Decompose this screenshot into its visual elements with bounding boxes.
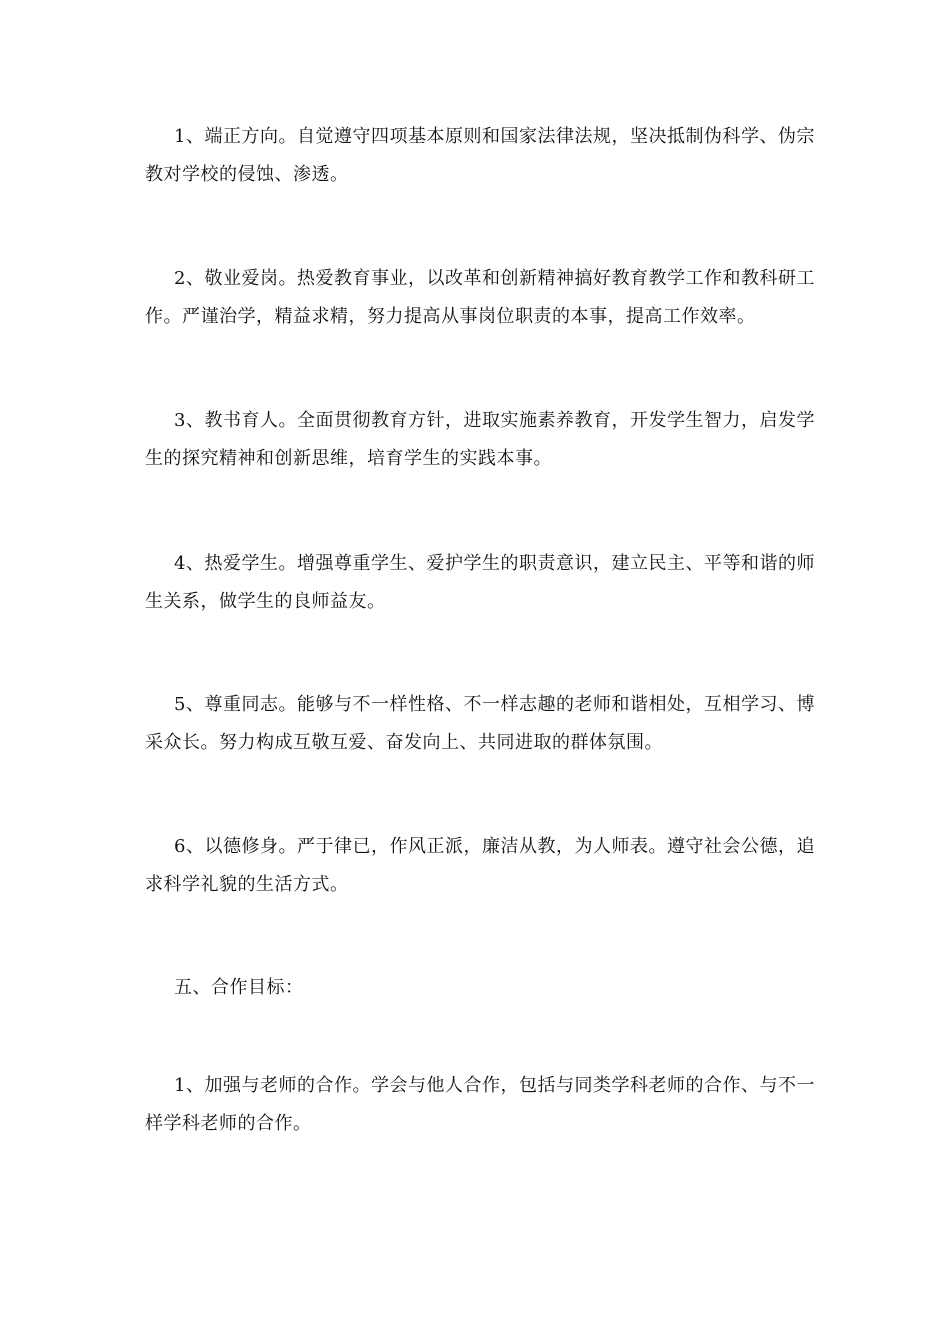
- paragraph-4: 4、热爱学生。增强尊重学生、爱护学生的职责意识，建立民主、平等和谐的师生关系，做学生的良师益友。: [145, 553, 815, 612]
- paragraph-1: 1、端正方向。自觉遵守四项基本原则和国家法律法规，坚决抵制伪科学、伪宗教对学校的侵蚀、渗透。: [145, 126, 815, 185]
- paragraph-2: 2、敬业爱岗。热爱教育事业，以改革和创新精神搞好教育教学工作和教科研工作。严谨治学，精益求精，努力提高从事岗位职责的本事，提高工作效率。: [145, 268, 815, 327]
- paragraph-5: 5、尊重同志。能够与不一样性格、不一样志趣的老师和谐相处，互相学习、博采众长。努力构成互敬互爱、奋发向上、共同进取的群体氛围。: [145, 694, 815, 753]
- paragraph-7: 1、加强与老师的合作。学会与他人合作，包括与同类学科老师的合作、与不一样学科老师的合作。: [145, 1075, 815, 1134]
- paragraph-6: 6、以德修身。严于律已，作风正派，廉洁从教，为人师表。遵守社会公德，追求科学礼貌的生活方式。: [145, 836, 815, 895]
- section-heading: 五、合作目标：: [174, 977, 304, 998]
- paragraph-3: 3、教书育人。全面贯彻教育方针，进取实施素养教育，开发学生智力，启发学生的探究精神和创新思维，培育学生的实践本事。: [145, 410, 815, 469]
